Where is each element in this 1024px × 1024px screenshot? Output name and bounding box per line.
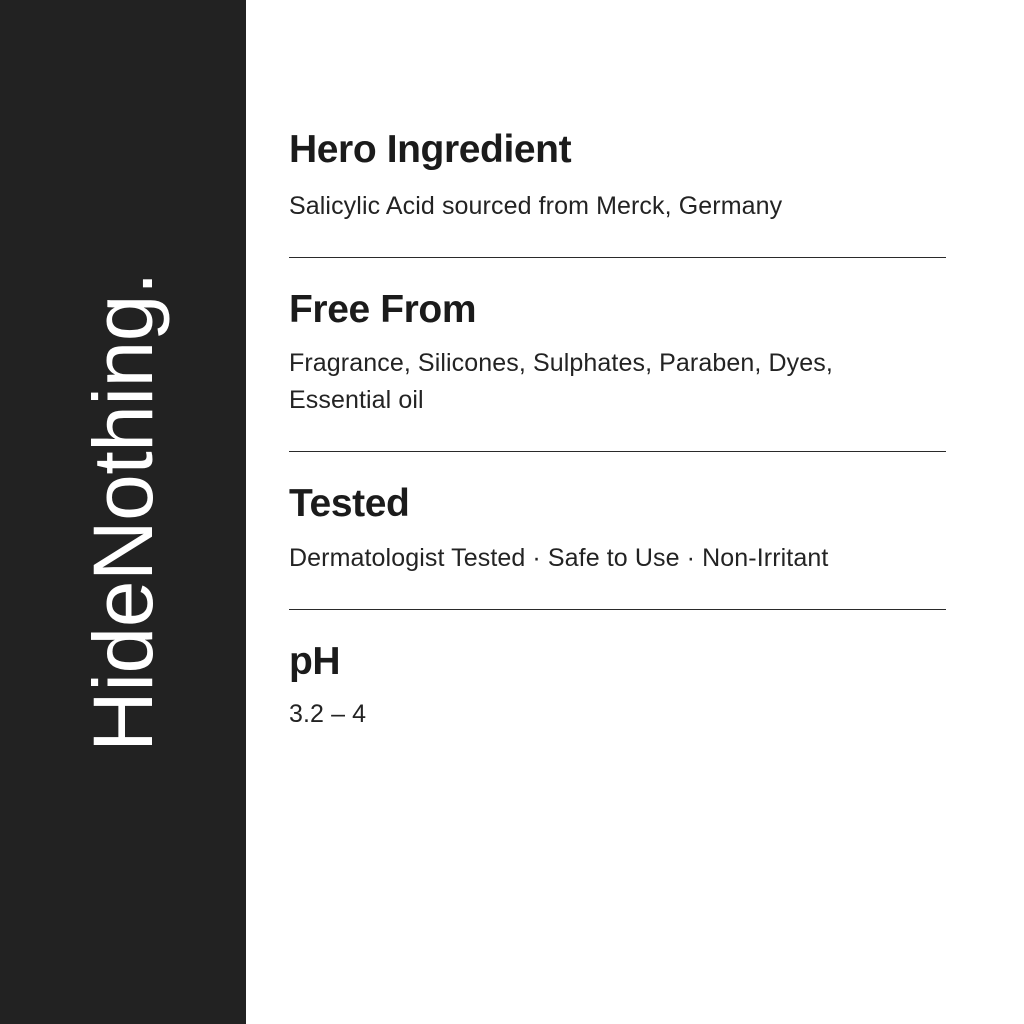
section-free-from bbox=[289, 288, 946, 420]
section-tested bbox=[289, 482, 946, 577]
section-body: Dermatologist Tested · Safe to Use · Non-Irritant bbox=[289, 544, 829, 573]
section-title: Free From bbox=[289, 287, 477, 331]
section-divider bbox=[289, 451, 946, 452]
info-sections bbox=[289, 128, 946, 733]
section-title: Hero Ingredient bbox=[289, 128, 572, 171]
brand-wordmark-text: HideNothing. bbox=[76, 272, 170, 752]
section-hero-ingredient bbox=[289, 128, 946, 225]
section-body: Fragrance, Silicones, Sulphates, Paraben, Dyes, Essential oil bbox=[289, 349, 833, 415]
section-title: pH bbox=[289, 640, 341, 684]
brand-wordmark bbox=[0, 0, 246, 1024]
section-divider bbox=[289, 257, 946, 258]
brand-rail bbox=[0, 0, 246, 1024]
section-body: 3.2 – 4 bbox=[289, 699, 367, 728]
info-content bbox=[246, 0, 1024, 1024]
section-title: Tested bbox=[289, 482, 410, 526]
section-ph bbox=[289, 640, 946, 733]
section-divider bbox=[289, 609, 946, 610]
section-body: Salicylic Acid sourced from Merck, Germany bbox=[289, 191, 783, 220]
